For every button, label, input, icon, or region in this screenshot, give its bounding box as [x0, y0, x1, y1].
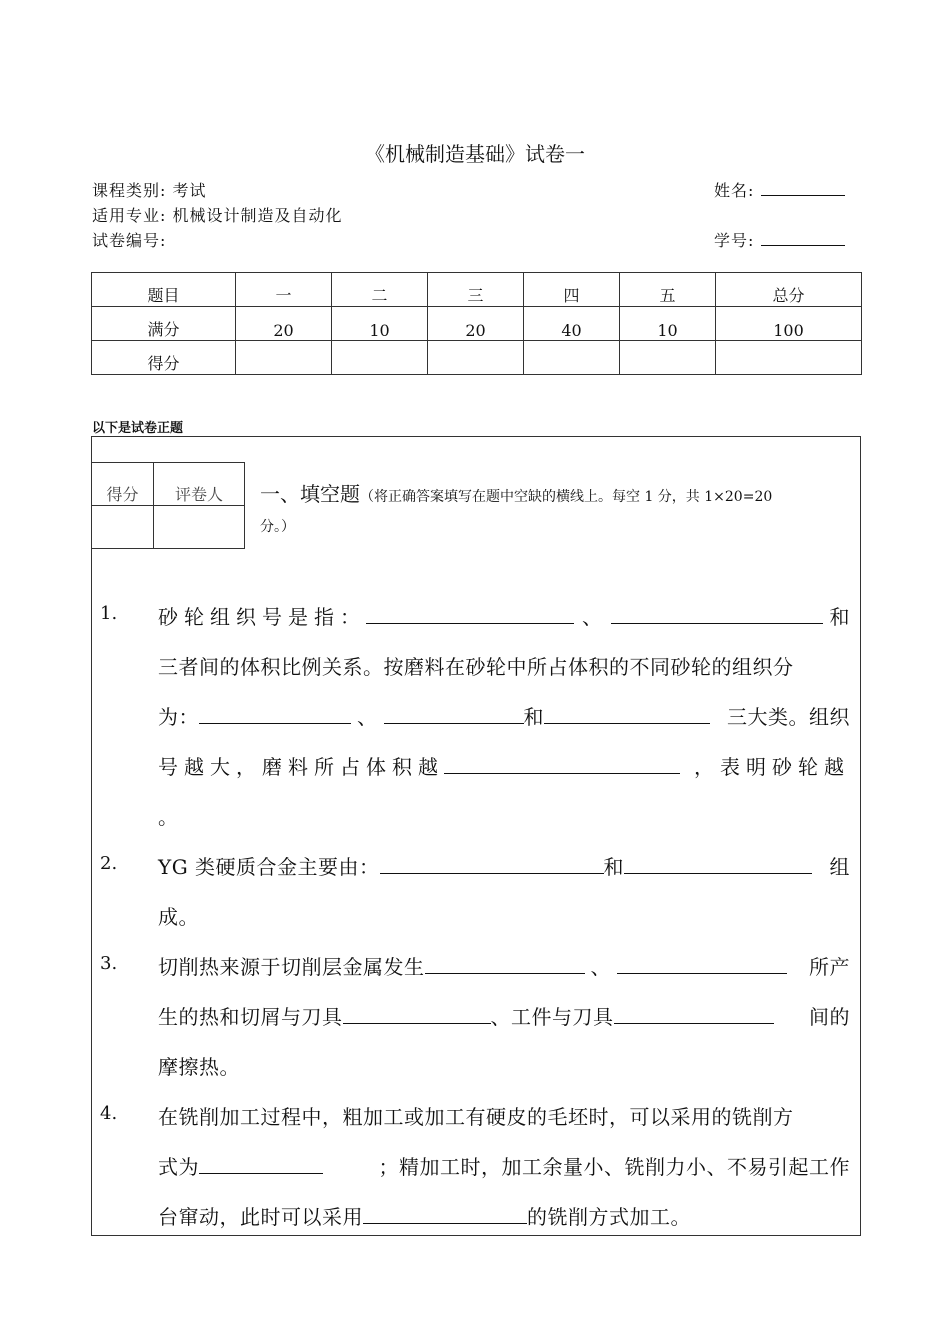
- q3-text: 生的热和切屑与刀具: [158, 1005, 343, 1029]
- q1-text: 为：: [158, 705, 199, 729]
- answer-blank[interactable]: [199, 709, 351, 724]
- q4-text: 式为: [158, 1155, 199, 1179]
- table-cell: 100: [716, 307, 862, 341]
- answer-blank[interactable]: [624, 859, 812, 874]
- section-heading: [260, 478, 772, 507]
- table-cell: 40: [524, 307, 620, 341]
- table-cell: 一: [236, 273, 332, 307]
- course-type-value: 考试: [172, 181, 207, 200]
- notice-text: 以下是试卷正题: [92, 421, 184, 436]
- exam-title: 《机械制造基础》试卷一: [365, 142, 585, 166]
- score-header-row: [92, 273, 862, 307]
- q4-line2: [158, 1151, 850, 1180]
- table-cell: 得分: [92, 341, 236, 375]
- q1-line3: [158, 701, 850, 730]
- score-cell[interactable]: [620, 341, 716, 375]
- q3-line3: 摩擦热。: [158, 1055, 240, 1079]
- course-type-label: 课程类别:: [92, 181, 167, 200]
- paper-no-row: [92, 228, 166, 251]
- answer-blank[interactable]: [343, 1009, 491, 1024]
- answer-blank[interactable]: [544, 709, 710, 724]
- full-marks-row: [92, 307, 862, 341]
- answer-blank[interactable]: [614, 1009, 774, 1024]
- student-no-blank[interactable]: [761, 231, 845, 246]
- answer-blank[interactable]: [363, 1209, 527, 1224]
- q1-end: 三大类。组织: [727, 705, 850, 729]
- table-cell: 20: [236, 307, 332, 341]
- score-cell[interactable]: [428, 341, 524, 375]
- score-table: [91, 272, 862, 375]
- answer-blank[interactable]: [366, 609, 574, 624]
- q3-line1: [158, 951, 850, 980]
- student-no-row: [714, 228, 845, 251]
- score-cell[interactable]: [236, 341, 332, 375]
- grader-score-label: 得分: [92, 463, 154, 506]
- q3-number: 3.: [100, 953, 118, 974]
- table-cell: 四: [524, 273, 620, 307]
- q1-text: 号越大，磨料所占体积越: [158, 755, 444, 779]
- q1-end: 和: [829, 605, 850, 629]
- q1-end: ，表明砂轮越: [694, 755, 850, 779]
- q1-text: 砂轮组织号是指：: [158, 605, 366, 629]
- q4-end: 的铣削方式加工。: [527, 1205, 691, 1229]
- q1-number: 1.: [100, 603, 118, 624]
- score-cell[interactable]: [332, 341, 428, 375]
- q3-end: 所产: [809, 955, 850, 979]
- table-cell: 五: [620, 273, 716, 307]
- q2-number: 2.: [100, 853, 118, 874]
- q2-line1: [158, 851, 850, 880]
- q4-line3: [158, 1201, 850, 1230]
- answer-blank[interactable]: [617, 959, 787, 974]
- q1-sep: 、: [582, 605, 603, 629]
- answer-blank[interactable]: [611, 609, 823, 624]
- grader-name-cell[interactable]: [154, 506, 245, 549]
- q3-sep: 、: [590, 955, 611, 979]
- table-cell: 二: [332, 273, 428, 307]
- table-cell: 三: [428, 273, 524, 307]
- q1-sep: 、: [357, 705, 378, 729]
- q2-end: 组: [829, 855, 850, 879]
- grader-name-label: 评卷人: [154, 463, 245, 506]
- answer-blank[interactable]: [425, 959, 585, 974]
- name-row: [714, 178, 845, 201]
- score-row: [92, 341, 862, 375]
- q4-end: ；精加工时，加工余量小、铣削力小、不易引起工作: [378, 1155, 850, 1179]
- grader-score-cell[interactable]: [92, 506, 154, 549]
- score-cell[interactable]: [716, 341, 862, 375]
- section-note-cont: 分。）: [260, 519, 295, 535]
- table-cell: 总分: [716, 273, 862, 307]
- q1-line1: [158, 601, 850, 630]
- q2-line2: 成。: [158, 905, 199, 929]
- section-title: 一、填空题: [260, 482, 360, 506]
- q1-line2: 三者间的体积比例关系。按磨料在砂轮中所占体积的不同砂轮的组织分: [158, 655, 794, 679]
- major-label: 适用专业:: [92, 206, 167, 225]
- grader-box: [91, 462, 245, 549]
- table-cell: 10: [620, 307, 716, 341]
- name-blank[interactable]: [761, 181, 845, 196]
- q1-line4: [158, 751, 850, 780]
- major-value: 机械设计制造及自动化: [172, 206, 343, 225]
- q3-end: 间的: [809, 1005, 850, 1029]
- q3-mid: 、工件与刀具: [490, 1005, 614, 1029]
- q3-text: 切削热来源于切削层金属发生: [158, 955, 425, 979]
- student-no-label: 学号:: [714, 231, 755, 250]
- q3-line2: [158, 1001, 850, 1030]
- answer-blank[interactable]: [384, 709, 524, 724]
- q4-text: 台窜动，此时可以采用: [158, 1205, 363, 1229]
- table-cell: 10: [332, 307, 428, 341]
- name-label: 姓名:: [714, 181, 755, 200]
- answer-blank[interactable]: [380, 859, 604, 874]
- answer-blank[interactable]: [444, 759, 680, 774]
- table-cell: 题目: [92, 273, 236, 307]
- table-cell: 满分: [92, 307, 236, 341]
- q4-line1: 在铣削加工过程中，粗加工或加工有硬皮的毛坯时，可以采用的铣削方: [158, 1105, 794, 1129]
- score-cell[interactable]: [524, 341, 620, 375]
- major-row: [92, 203, 343, 226]
- q1-line5: 。: [158, 805, 179, 829]
- course-type-row: [92, 178, 207, 201]
- paper-no-label: 试卷编号:: [92, 231, 167, 250]
- q2-and: 和: [603, 855, 625, 879]
- answer-blank[interactable]: [199, 1159, 323, 1174]
- section-note: （将正确答案填写在题中空缺的横线上。每空 1 分，共 1×20=20: [360, 489, 773, 505]
- q4-number: 4.: [100, 1103, 118, 1124]
- q2-text: YG 类硬质合金主要由：: [158, 855, 380, 879]
- table-cell: 20: [428, 307, 524, 341]
- q1-and: 和: [523, 705, 544, 729]
